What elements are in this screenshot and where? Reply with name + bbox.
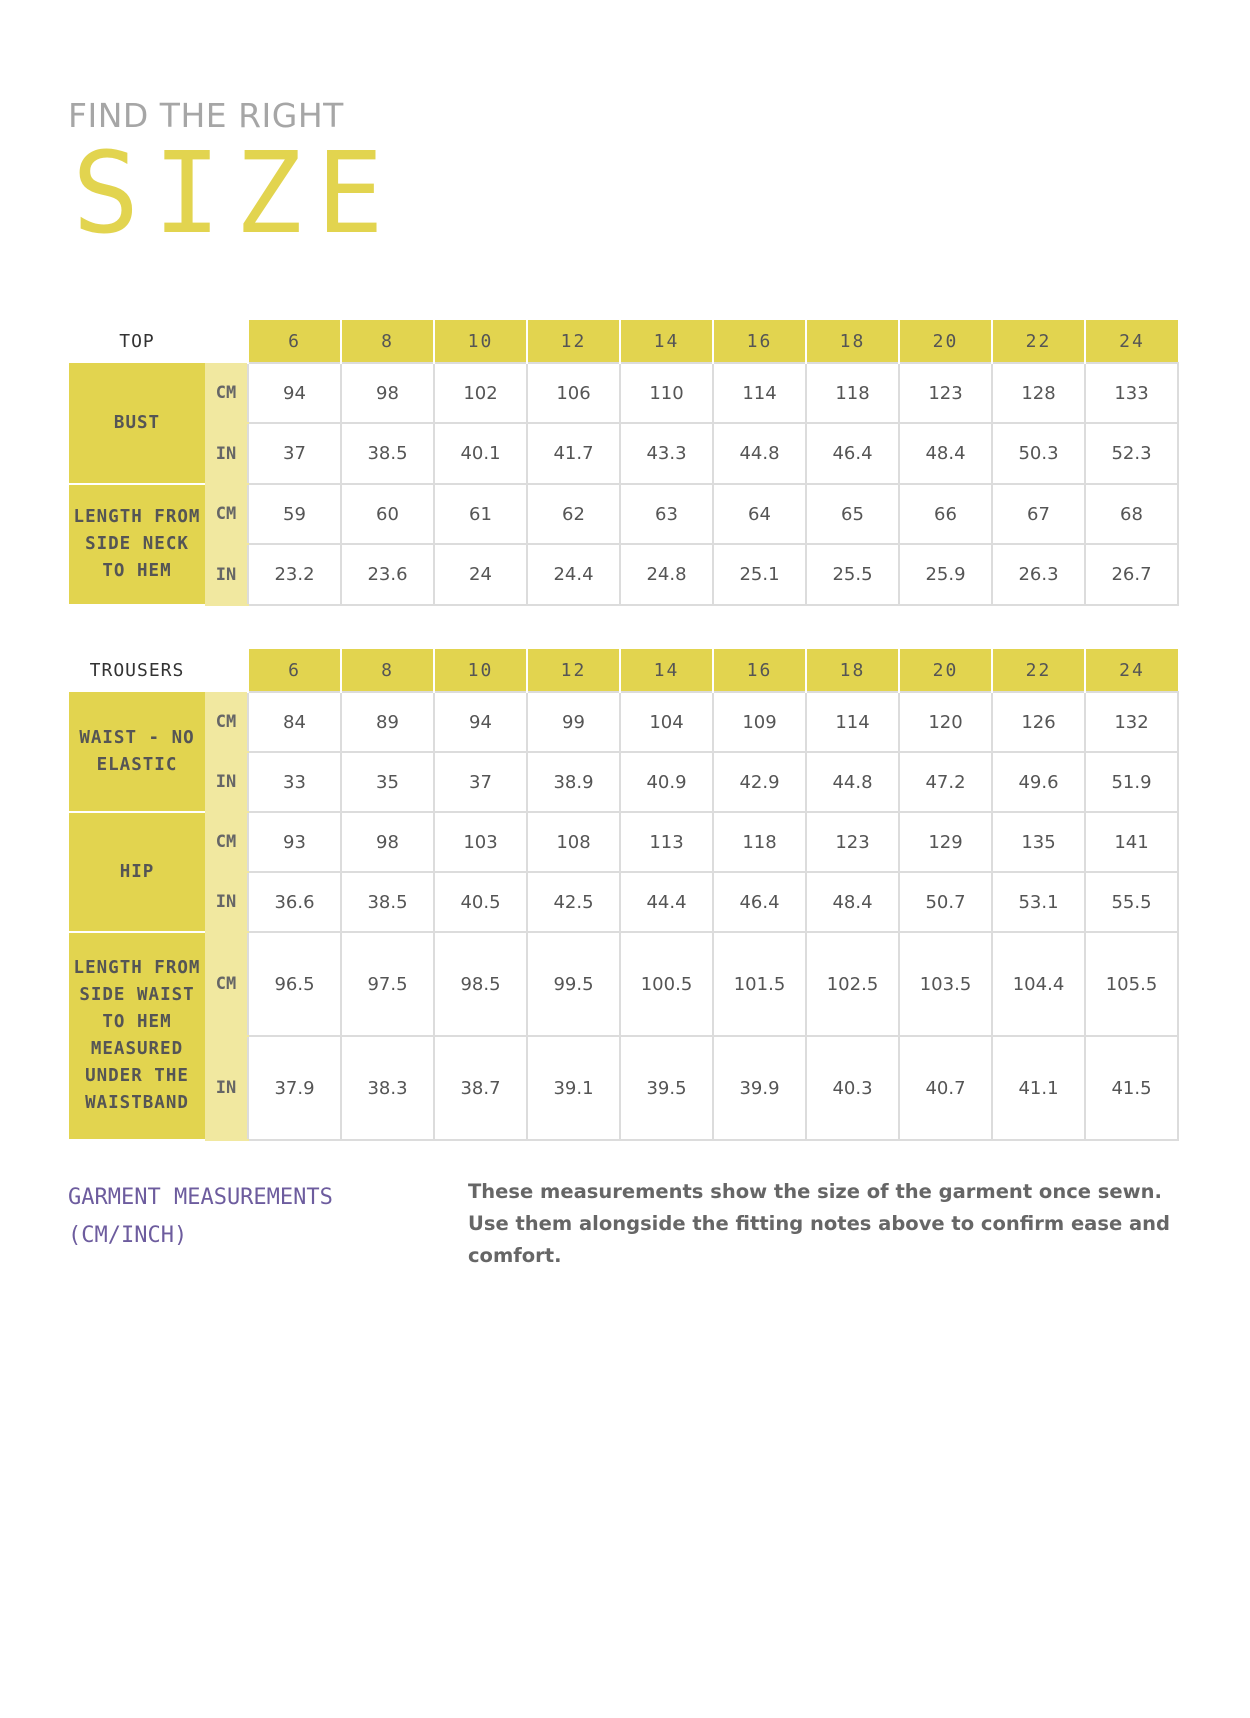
measurement-value: 114 xyxy=(713,363,806,423)
measurement-value: 106 xyxy=(527,363,620,423)
measurement-value: 100.5 xyxy=(620,932,713,1036)
measurement-value: 105.5 xyxy=(1085,932,1178,1036)
measurement-value: 55.5 xyxy=(1085,872,1178,932)
measurement-value: 44.4 xyxy=(620,872,713,932)
measurement-value: 51.9 xyxy=(1085,752,1178,812)
measurement-value: 123 xyxy=(899,363,992,423)
unit-label: IN xyxy=(205,872,248,932)
measurement-value: 110 xyxy=(620,363,713,423)
measurement-value: 98 xyxy=(341,812,434,872)
size-header: 8 xyxy=(341,320,434,363)
size-header: 6 xyxy=(248,320,341,363)
size-header: 10 xyxy=(434,320,527,363)
table-row xyxy=(69,872,1178,932)
size-header: 22 xyxy=(992,320,1085,363)
measurement-value: 50.3 xyxy=(992,423,1085,484)
measurement-value: 39.1 xyxy=(527,1036,620,1140)
measurement-value: 25.9 xyxy=(899,544,992,605)
measurement-value: 46.4 xyxy=(713,872,806,932)
unit-label: IN xyxy=(205,544,248,605)
size-header: 20 xyxy=(899,320,992,363)
measurement-value: 38.3 xyxy=(341,1036,434,1140)
size-header: 18 xyxy=(806,320,899,363)
unit-label: CM xyxy=(205,932,248,1036)
measurement-value: 37 xyxy=(248,423,341,484)
top-size-table xyxy=(69,320,1179,606)
measurement-value: 141 xyxy=(1085,812,1178,872)
size-header: 22 xyxy=(992,649,1085,692)
measurement-value: 36.6 xyxy=(248,872,341,932)
measurements-note: These measurements show the size of the garment once sewn. Use them alongside the fitting notes above to confirm ease and comfort. xyxy=(468,1180,1170,1267)
measurement-value: 103.5 xyxy=(899,932,992,1036)
measurement-value: 52.3 xyxy=(1085,423,1178,484)
top-section-label: TOP xyxy=(69,320,205,363)
size-header: 14 xyxy=(620,649,713,692)
unit-label: CM xyxy=(205,812,248,872)
measurement-value: 23.2 xyxy=(248,544,341,605)
measurement-value: 48.4 xyxy=(899,423,992,484)
measurement-label: HIP xyxy=(69,812,205,932)
table-row xyxy=(69,692,1178,752)
size-header: 8 xyxy=(341,649,434,692)
measurement-value: 120 xyxy=(899,692,992,752)
measurement-value: 68 xyxy=(1085,484,1178,544)
measurement-value: 50.7 xyxy=(899,872,992,932)
garment-measurements-caption: GARMENT MEASUREMENTS (CM/INCH) xyxy=(68,1185,333,1248)
measurement-value: 118 xyxy=(713,812,806,872)
measurement-value: 104.4 xyxy=(992,932,1085,1036)
page-title: SIZE xyxy=(72,129,398,259)
measurement-value: 40.1 xyxy=(434,423,527,484)
measurement-value: 60 xyxy=(341,484,434,544)
measurement-value: 40.5 xyxy=(434,872,527,932)
measurement-value: 123 xyxy=(806,812,899,872)
measurement-value: 39.5 xyxy=(620,1036,713,1140)
measurement-value: 37 xyxy=(434,752,527,812)
measurement-value: 47.2 xyxy=(899,752,992,812)
measurement-value: 101.5 xyxy=(713,932,806,1036)
table-row xyxy=(69,1036,1178,1140)
measurement-value: 38.5 xyxy=(341,872,434,932)
measurement-value: 108 xyxy=(527,812,620,872)
size-header: 12 xyxy=(527,649,620,692)
measurement-label: LENGTH FROM SIDE WAIST TO HEM MEASURED UNDER THE WAISTBAND xyxy=(69,932,205,1140)
measurement-value: 96.5 xyxy=(248,932,341,1036)
measurement-value: 109 xyxy=(713,692,806,752)
size-header: 10 xyxy=(434,649,527,692)
measurement-value: 129 xyxy=(899,812,992,872)
measurement-value: 25.5 xyxy=(806,544,899,605)
measurement-value: 102.5 xyxy=(806,932,899,1036)
measurement-value: 37.9 xyxy=(248,1036,341,1140)
measurement-value: 39.9 xyxy=(713,1036,806,1140)
measurement-value: 102 xyxy=(434,363,527,423)
measurement-value: 89 xyxy=(341,692,434,752)
measurement-value: 98 xyxy=(341,363,434,423)
measurement-value: 24.4 xyxy=(527,544,620,605)
measurement-value: 126 xyxy=(992,692,1085,752)
measurement-value: 128 xyxy=(992,363,1085,423)
size-header: 16 xyxy=(713,649,806,692)
table-row xyxy=(69,423,1178,484)
measurement-value: 104 xyxy=(620,692,713,752)
measurement-value: 49.6 xyxy=(992,752,1085,812)
measurement-value: 24.8 xyxy=(620,544,713,605)
measurement-value: 94 xyxy=(434,692,527,752)
measurement-value: 67 xyxy=(992,484,1085,544)
measurement-value: 43.3 xyxy=(620,423,713,484)
table-row xyxy=(69,932,1178,1036)
measurement-value: 114 xyxy=(806,692,899,752)
size-header: 12 xyxy=(527,320,620,363)
trousers-section-label: TROUSERS xyxy=(69,649,205,692)
measurement-value: 84 xyxy=(248,692,341,752)
measurement-value: 65 xyxy=(806,484,899,544)
unit-label: IN xyxy=(205,1036,248,1140)
measurement-value: 113 xyxy=(620,812,713,872)
table-row xyxy=(69,484,1178,544)
measurement-value: 103 xyxy=(434,812,527,872)
measurement-value: 44.8 xyxy=(806,752,899,812)
measurement-value: 40.3 xyxy=(806,1036,899,1140)
header-spacer xyxy=(205,320,248,363)
measurement-value: 44.8 xyxy=(713,423,806,484)
table-row xyxy=(69,812,1178,872)
measurement-value: 25.1 xyxy=(713,544,806,605)
measurement-value: 66 xyxy=(899,484,992,544)
measurement-value: 41.5 xyxy=(1085,1036,1178,1140)
header-spacer xyxy=(205,649,248,692)
page-kicker: FIND THE RIGHT xyxy=(68,96,344,135)
unit-label: CM xyxy=(205,692,248,752)
unit-label: CM xyxy=(205,484,248,544)
trousers-size-header-row xyxy=(69,649,1178,692)
measurement-value: 94 xyxy=(248,363,341,423)
measurement-value: 33 xyxy=(248,752,341,812)
measurement-value: 42.5 xyxy=(527,872,620,932)
measurement-value: 59 xyxy=(248,484,341,544)
measurement-value: 48.4 xyxy=(806,872,899,932)
table-row xyxy=(69,752,1178,812)
size-header: 24 xyxy=(1085,649,1178,692)
measurement-value: 38.9 xyxy=(527,752,620,812)
measurement-value: 46.4 xyxy=(806,423,899,484)
size-header: 20 xyxy=(899,649,992,692)
size-header: 14 xyxy=(620,320,713,363)
measurement-value: 35 xyxy=(341,752,434,812)
measurement-value: 62 xyxy=(527,484,620,544)
size-header: 6 xyxy=(248,649,341,692)
measurement-value: 61 xyxy=(434,484,527,544)
measurement-value: 118 xyxy=(806,363,899,423)
measurement-value: 38.5 xyxy=(341,423,434,484)
size-header: 18 xyxy=(806,649,899,692)
measurement-value: 133 xyxy=(1085,363,1178,423)
measurement-value: 42.9 xyxy=(713,752,806,812)
table-row xyxy=(69,363,1178,423)
top-size-header-row xyxy=(69,320,1178,363)
trousers-size-table xyxy=(69,649,1179,1141)
measurement-value: 98.5 xyxy=(434,932,527,1036)
size-header: 16 xyxy=(713,320,806,363)
measurement-label: LENGTH FROM SIDE NECK TO HEM xyxy=(69,484,205,605)
unit-label: IN xyxy=(205,423,248,484)
measurement-label: WAIST - NO ELASTIC xyxy=(69,692,205,812)
measurement-value: 23.6 xyxy=(341,544,434,605)
unit-label: IN xyxy=(205,752,248,812)
measurement-value: 40.9 xyxy=(620,752,713,812)
measurement-value: 24 xyxy=(434,544,527,605)
measurement-value: 63 xyxy=(620,484,713,544)
table-row xyxy=(69,544,1178,605)
measurement-value: 26.7 xyxy=(1085,544,1178,605)
measurement-value: 41.7 xyxy=(527,423,620,484)
measurement-value: 97.5 xyxy=(341,932,434,1036)
size-header: 24 xyxy=(1085,320,1178,363)
measurement-value: 135 xyxy=(992,812,1085,872)
measurement-value: 99.5 xyxy=(527,932,620,1036)
measurement-value: 64 xyxy=(713,484,806,544)
measurement-value: 38.7 xyxy=(434,1036,527,1140)
measurement-value: 93 xyxy=(248,812,341,872)
measurement-value: 132 xyxy=(1085,692,1178,752)
measurement-value: 99 xyxy=(527,692,620,752)
measurement-value: 40.7 xyxy=(899,1036,992,1140)
measurement-value: 26.3 xyxy=(992,544,1085,605)
unit-label: CM xyxy=(205,363,248,423)
measurement-value: 41.1 xyxy=(992,1036,1085,1140)
measurement-label: BUST xyxy=(69,363,205,484)
measurement-value: 53.1 xyxy=(992,872,1085,932)
